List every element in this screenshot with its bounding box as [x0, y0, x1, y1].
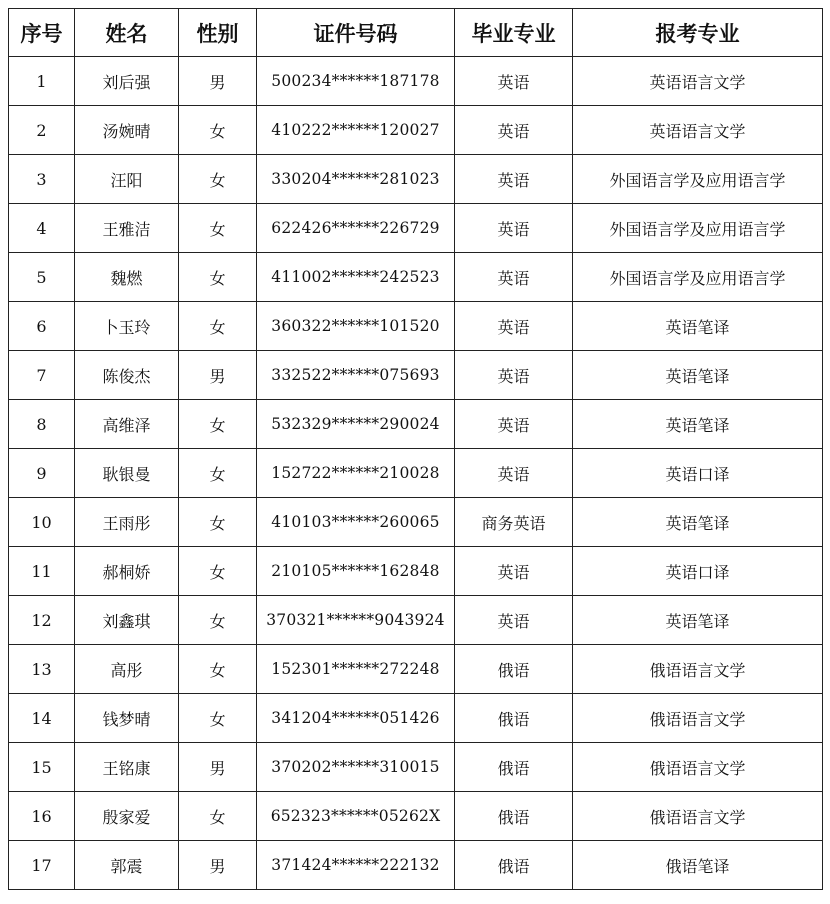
cell-seq: 4: [9, 204, 75, 253]
cell-name: 王雅洁: [75, 204, 179, 253]
cell-applied-major: 俄语语言文学: [573, 694, 823, 743]
cell-applied-major: 英语语言文学: [573, 106, 823, 155]
cell-id-number: 210105******162848: [257, 547, 455, 596]
cell-graduation-major: 俄语: [455, 841, 573, 890]
table-row: [9, 351, 823, 400]
cell-graduation-major: 俄语: [455, 792, 573, 841]
cell-gender: 女: [179, 449, 257, 498]
cell-id-number: 332522******075693: [257, 351, 455, 400]
header-row: [9, 9, 823, 57]
table-row: [9, 204, 823, 253]
cell-gender: 女: [179, 498, 257, 547]
cell-applied-major: 俄语笔译: [573, 841, 823, 890]
cell-seq: 16: [9, 792, 75, 841]
cell-gender: 男: [179, 351, 257, 400]
cell-name: 耿银曼: [75, 449, 179, 498]
cell-graduation-major: 英语: [455, 449, 573, 498]
cell-seq: 6: [9, 302, 75, 351]
cell-id-number: 410103******260065: [257, 498, 455, 547]
cell-name: 高维泽: [75, 400, 179, 449]
cell-name: 王雨彤: [75, 498, 179, 547]
cell-seq: 7: [9, 351, 75, 400]
cell-seq: 5: [9, 253, 75, 302]
table-row: [9, 400, 823, 449]
cell-graduation-major: 英语: [455, 302, 573, 351]
cell-seq: 9: [9, 449, 75, 498]
cell-applied-major: 英语笔译: [573, 400, 823, 449]
cell-name: 陈俊杰: [75, 351, 179, 400]
table-row: [9, 596, 823, 645]
cell-id-number: 410222******120027: [257, 106, 455, 155]
cell-gender: 女: [179, 400, 257, 449]
cell-id-number: 500234******187178: [257, 57, 455, 106]
cell-gender: 女: [179, 204, 257, 253]
cell-id-number: 370202******310015: [257, 743, 455, 792]
cell-name: 郭震: [75, 841, 179, 890]
table-row: [9, 57, 823, 106]
cell-graduation-major: 英语: [455, 57, 573, 106]
cell-applied-major: 英语口译: [573, 547, 823, 596]
cell-applied-major: 外国语言学及应用语言学: [573, 155, 823, 204]
cell-name: 刘鑫琪: [75, 596, 179, 645]
cell-graduation-major: 俄语: [455, 645, 573, 694]
table-row: [9, 449, 823, 498]
cell-applied-major: 英语笔译: [573, 596, 823, 645]
cell-id-number: 371424******222132: [257, 841, 455, 890]
cell-seq: 8: [9, 400, 75, 449]
cell-id-number: 652323******05262X: [257, 792, 455, 841]
cell-name: 郝桐娇: [75, 547, 179, 596]
cell-name: 殷家爱: [75, 792, 179, 841]
header-graduation-major: 毕业专业: [455, 9, 573, 57]
cell-seq: 2: [9, 106, 75, 155]
cell-seq: 1: [9, 57, 75, 106]
table-row: [9, 253, 823, 302]
cell-graduation-major: 英语: [455, 351, 573, 400]
applicant-table: [8, 8, 823, 890]
cell-gender: 女: [179, 155, 257, 204]
cell-gender: 女: [179, 253, 257, 302]
table-body: [9, 57, 823, 890]
table-row: [9, 841, 823, 890]
table-row: [9, 155, 823, 204]
cell-id-number: 360322******101520: [257, 302, 455, 351]
cell-gender: 女: [179, 106, 257, 155]
cell-graduation-major: 俄语: [455, 694, 573, 743]
cell-seq: 13: [9, 645, 75, 694]
cell-graduation-major: 俄语: [455, 743, 573, 792]
cell-id-number: 411002******242523: [257, 253, 455, 302]
cell-seq: 14: [9, 694, 75, 743]
cell-gender: 男: [179, 841, 257, 890]
cell-id-number: 370321******9043924: [257, 596, 455, 645]
cell-seq: 15: [9, 743, 75, 792]
cell-seq: 12: [9, 596, 75, 645]
header-gender: 性别: [179, 9, 257, 57]
cell-id-number: 152722******210028: [257, 449, 455, 498]
cell-id-number: 330204******281023: [257, 155, 455, 204]
header-id-number: 证件号码: [257, 9, 455, 57]
header-applied-major: 报考专业: [573, 9, 823, 57]
cell-graduation-major: 英语: [455, 155, 573, 204]
table-row: [9, 743, 823, 792]
cell-name: 汤婉晴: [75, 106, 179, 155]
cell-graduation-major: 英语: [455, 596, 573, 645]
cell-seq: 17: [9, 841, 75, 890]
cell-seq: 10: [9, 498, 75, 547]
cell-name: 高彤: [75, 645, 179, 694]
table-row: [9, 645, 823, 694]
cell-id-number: 341204******051426: [257, 694, 455, 743]
cell-name: 刘后强: [75, 57, 179, 106]
applicant-table-container: [8, 8, 822, 890]
cell-name: 王铭康: [75, 743, 179, 792]
table-row: [9, 302, 823, 351]
cell-graduation-major: 英语: [455, 106, 573, 155]
cell-gender: 女: [179, 596, 257, 645]
header-seq: 序号: [9, 9, 75, 57]
cell-seq: 3: [9, 155, 75, 204]
cell-applied-major: 俄语语言文学: [573, 792, 823, 841]
table-row: [9, 792, 823, 841]
cell-name: 魏燃: [75, 253, 179, 302]
cell-gender: 女: [179, 547, 257, 596]
cell-applied-major: 英语口译: [573, 449, 823, 498]
cell-applied-major: 外国语言学及应用语言学: [573, 253, 823, 302]
cell-graduation-major: 英语: [455, 204, 573, 253]
cell-name: 汪阳: [75, 155, 179, 204]
cell-applied-major: 俄语语言文学: [573, 645, 823, 694]
cell-name: 卜玉玲: [75, 302, 179, 351]
cell-gender: 女: [179, 645, 257, 694]
cell-applied-major: 英语笔译: [573, 302, 823, 351]
cell-gender: 女: [179, 792, 257, 841]
table-row: [9, 106, 823, 155]
cell-applied-major: 英语笔译: [573, 498, 823, 547]
table-header: [9, 9, 823, 57]
table-row: [9, 547, 823, 596]
cell-applied-major: 外国语言学及应用语言学: [573, 204, 823, 253]
cell-graduation-major: 商务英语: [455, 498, 573, 547]
cell-applied-major: 俄语语言文学: [573, 743, 823, 792]
cell-gender: 女: [179, 694, 257, 743]
table-row: [9, 694, 823, 743]
cell-gender: 女: [179, 302, 257, 351]
cell-id-number: 622426******226729: [257, 204, 455, 253]
cell-applied-major: 英语语言文学: [573, 57, 823, 106]
cell-gender: 男: [179, 743, 257, 792]
cell-gender: 男: [179, 57, 257, 106]
cell-id-number: 152301******272248: [257, 645, 455, 694]
cell-graduation-major: 英语: [455, 547, 573, 596]
cell-applied-major: 英语笔译: [573, 351, 823, 400]
cell-graduation-major: 英语: [455, 400, 573, 449]
cell-name: 钱梦晴: [75, 694, 179, 743]
cell-graduation-major: 英语: [455, 253, 573, 302]
table-row: [9, 498, 823, 547]
cell-seq: 11: [9, 547, 75, 596]
header-name: 姓名: [75, 9, 179, 57]
cell-id-number: 532329******290024: [257, 400, 455, 449]
